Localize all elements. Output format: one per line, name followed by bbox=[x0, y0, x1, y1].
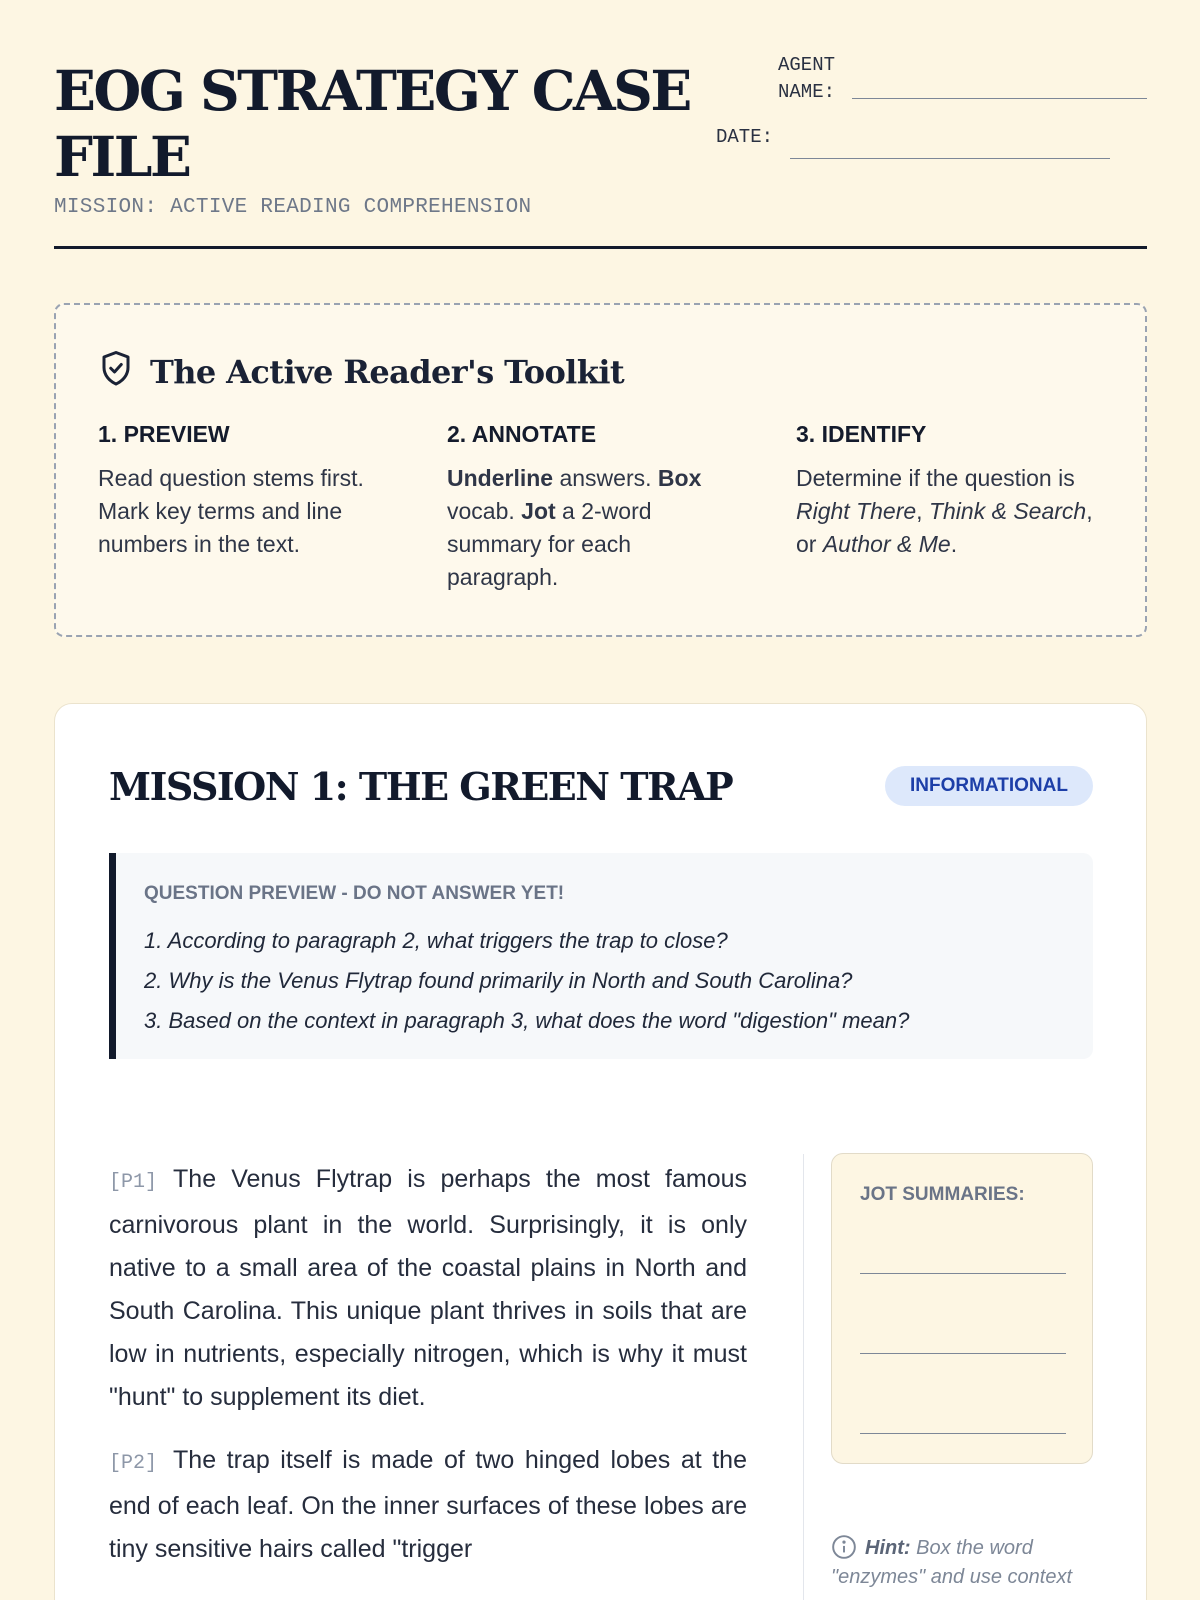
step-title: 3. IDENTIFY bbox=[796, 421, 927, 447]
summary-line[interactable] bbox=[860, 1433, 1066, 1434]
summary-line[interactable] bbox=[860, 1273, 1066, 1274]
preview-question: 2. Why is the Venus Flytrap found primarily in North and South Carolina? bbox=[144, 968, 853, 993]
step-body: Underline answers. Box vocab. Jot a 2-word summary for each paragraph. bbox=[447, 465, 702, 590]
preview-question: 3. Based on the context in paragraph 3, what does the word "digestion" mean? bbox=[144, 1008, 910, 1033]
jot-summaries-title: JOT SUMMARIES: bbox=[860, 1184, 1025, 1205]
agent-name-label: AGENT NAME: bbox=[778, 54, 836, 103]
date-label: DATE: bbox=[716, 126, 774, 148]
passage-paragraph: [P1] The Venus Flytrap is perhaps the most famous carnivorous plant in the world. Surprisingly, it is only native to a small area of the coastal plains in North and South Carolina. This unique plant thrives in soils that are low in nutrients, especially nitrogen, which is why it must "hunt" to supplement its diet. bbox=[109, 1165, 747, 1411]
toolkit-step-identify bbox=[796, 421, 1096, 561]
agent-name-field[interactable] bbox=[852, 98, 1147, 99]
toolkit-panel bbox=[54, 303, 1147, 637]
summary-line[interactable] bbox=[860, 1353, 1066, 1354]
paragraph-number: [P2] bbox=[109, 1452, 158, 1475]
toolkit-title: The Active Reader's Toolkit bbox=[150, 352, 625, 391]
shield-check-icon bbox=[98, 349, 150, 394]
column-divider bbox=[803, 1154, 804, 1600]
step-body: Read question stems first. Mark key terms and line numbers in the text. bbox=[98, 465, 364, 557]
question-preview bbox=[109, 853, 1093, 1059]
question-preview-title: QUESTION PREVIEW - DO NOT ANSWER YET! bbox=[144, 883, 565, 904]
step-title: 1. PREVIEW bbox=[98, 421, 230, 447]
passage-paragraph: [P2] The trap itself is made of two hinged lobes at the end of each leaf. On the inner surfaces of these lobes are tiny sensitive hairs called "trigger bbox=[109, 1446, 747, 1563]
hint-note: Hint: Box the word "enzymes" and use context bbox=[831, 1537, 1072, 1588]
toolkit-step-annotate bbox=[447, 421, 747, 594]
preview-question: 1. According to paragraph 2, what triggers the trap to close? bbox=[144, 928, 728, 953]
mission-card bbox=[54, 703, 1147, 1600]
toolkit-step-preview bbox=[98, 421, 398, 561]
step-title: 2. ANNOTATE bbox=[447, 421, 597, 447]
mission-title: MISSION 1: THE GREEN TRAP bbox=[109, 764, 733, 809]
page-title: EOG STRATEGY CASE FILE bbox=[54, 58, 690, 189]
reading-passage bbox=[109, 1158, 747, 1591]
step-body: Determine if the question is Right There, Think & Search, or Author & Me. bbox=[796, 465, 1093, 557]
paragraph-number: [P1] bbox=[109, 1171, 158, 1194]
date-field[interactable] bbox=[790, 158, 1110, 159]
header-divider bbox=[54, 246, 1147, 249]
info-circle-icon bbox=[831, 1537, 865, 1559]
jot-summaries-box bbox=[831, 1153, 1093, 1464]
genre-badge: INFORMATIONAL bbox=[885, 766, 1093, 806]
page-subtitle: MISSION: ACTIVE READING COMPREHENSION bbox=[54, 196, 532, 219]
